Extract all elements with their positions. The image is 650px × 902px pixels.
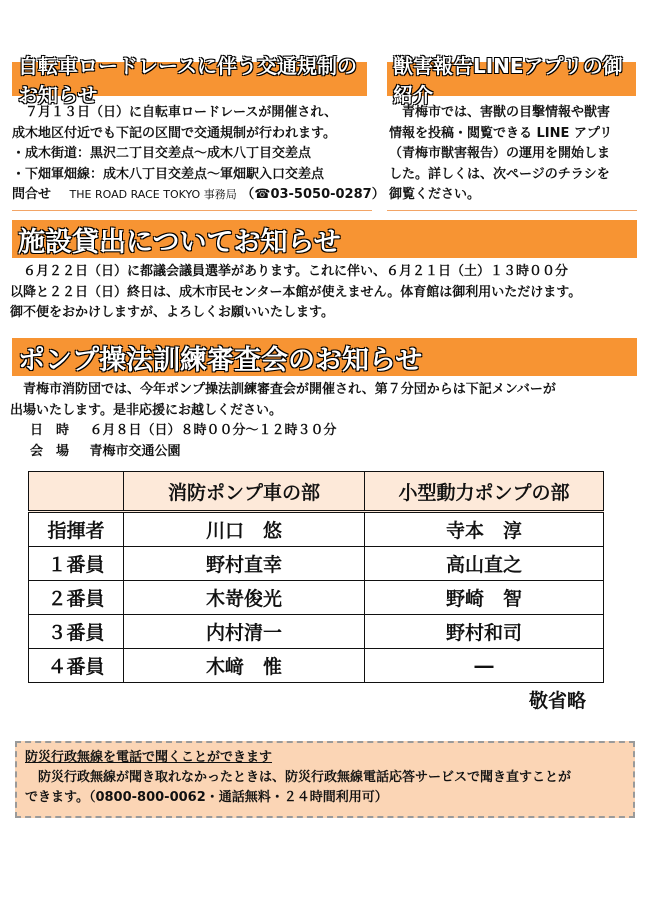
place-label: 会 場 <box>30 443 70 459</box>
pump-line: 青梅市消防団では、今年ポンプ操法訓練審査会が開催され、第７分団からは下記メンバーが <box>10 382 556 397</box>
contact-org: THE ROAD RACE TOKYO 事務局 <box>69 188 237 201</box>
table-row <box>29 615 604 649</box>
roster-header-portable-pump: 小型動力ポンプの部 <box>365 472 604 512</box>
pump-truck-member: 木嵜俊光 <box>124 581 365 615</box>
portable-pump-member: 寺本 淳 <box>365 512 604 547</box>
roster-table <box>28 471 604 683</box>
wildlife-line: 情報を投稿・閲覧できる LINE アプリ <box>389 125 613 141</box>
pump-body <box>10 380 556 462</box>
role-cell: ２番員 <box>29 581 124 615</box>
facility-section-title <box>12 220 637 258</box>
portable-pump-member: ― <box>365 649 604 683</box>
wildlife-line: 青梅市では、害獣の目撃情報や獣害 <box>389 105 611 120</box>
pump-title-text: ポンプ操法訓練審査会のお知らせ <box>18 344 423 376</box>
portable-pump-member: 野村和司 <box>365 615 604 649</box>
radio-notice-title: 防災行政無線を電話で聞くことができます <box>25 750 273 765</box>
place-value: 青梅市交通公園 <box>89 443 181 459</box>
traffic-contact <box>12 185 385 206</box>
table-row <box>29 649 604 683</box>
pump-truck-member: 内村清一 <box>124 615 365 649</box>
traffic-divider <box>12 210 372 211</box>
traffic-line: 成木地区付近でも下記の区間で交通規制が行われます。 <box>12 125 336 141</box>
traffic-section-title <box>12 54 367 107</box>
pump-place <box>10 442 556 463</box>
facility-line: 以降と２２日（日）終日は、成木市民センター本館が使えません。体育館は御利用いただけます。 <box>10 284 582 300</box>
table-row <box>29 512 604 547</box>
date-value: ６月８日（日）８時００分～１２時３０分 <box>89 423 337 438</box>
facility-line: ６月２２日（日）に都議会議員選挙があります。これに伴い、６月２１日（土）１３時００分 <box>10 264 568 279</box>
wildlife-body <box>389 103 612 206</box>
portable-pump-member: 野崎 智 <box>365 581 604 615</box>
radio-notice-line: 防災行政無線が聞き取れなかったときは、防災行政無線電話応答サービスで聞き直すことが <box>25 770 572 785</box>
wildlife-line: （青梅市獣害報告）の運用を開始しま <box>389 146 611 161</box>
pump-truck-member: 野村直幸 <box>124 547 365 581</box>
traffic-line: ・成木街道：黒沢二丁目交差点～成木八丁目交差点 <box>12 146 312 161</box>
wildlife-line: した。詳しくは、次ページのチラシを <box>389 166 610 182</box>
role-cell: ４番員 <box>29 649 124 683</box>
radio-notice-line: できます。（0800-800-0062・通話無料・２４時間利用可） <box>25 790 388 805</box>
wildlife-line: 御覧ください。 <box>389 187 481 202</box>
role-cell: 指揮者 <box>29 512 124 547</box>
radio-notice-box <box>15 741 635 818</box>
pump-section-title <box>12 338 637 376</box>
pump-truck-member: 川口 悠 <box>124 512 365 547</box>
role-cell: ３番員 <box>29 615 124 649</box>
traffic-line: ・下畑軍畑線：成木八丁目交差点～軍畑駅入口交差点 <box>12 166 325 182</box>
wildlife-title-text: 獣害報告LINEアプリの御紹介 <box>393 54 623 107</box>
contact-phone: （☎03-5050-0287） <box>241 187 385 202</box>
table-row <box>29 547 604 581</box>
roster-header-pump-truck: 消防ポンプ車の部 <box>124 472 365 512</box>
table-row <box>29 581 604 615</box>
date-label: 日 時 <box>30 423 70 438</box>
facility-line: 御不便をおかけしますが、よろしくお願いいたします。 <box>10 305 334 320</box>
roster-corner-cell <box>29 472 124 512</box>
traffic-body <box>12 103 385 206</box>
facility-title-text: 施設貸出についてお知らせ <box>18 226 341 258</box>
facility-body <box>10 262 581 324</box>
wildlife-section-title <box>387 54 636 107</box>
honorifics-omitted-note: 敬省略 <box>529 690 587 712</box>
pump-date <box>10 421 556 442</box>
portable-pump-member: 高山直之 <box>365 547 604 581</box>
traffic-title-text: 自転車ロードレースに伴う交通規制のお知らせ <box>18 54 357 107</box>
contact-label: 問合せ <box>12 187 52 202</box>
role-cell: １番員 <box>29 547 124 581</box>
pump-truck-member: 木﨑 惟 <box>124 649 365 683</box>
roster-header-row <box>29 472 604 512</box>
traffic-line: ７月１３日（日）に自転車ロードレースが開催され、 <box>12 105 338 120</box>
pump-line: 出場いたします。是非応援にお越しください。 <box>10 402 282 418</box>
wildlife-divider <box>387 210 637 211</box>
